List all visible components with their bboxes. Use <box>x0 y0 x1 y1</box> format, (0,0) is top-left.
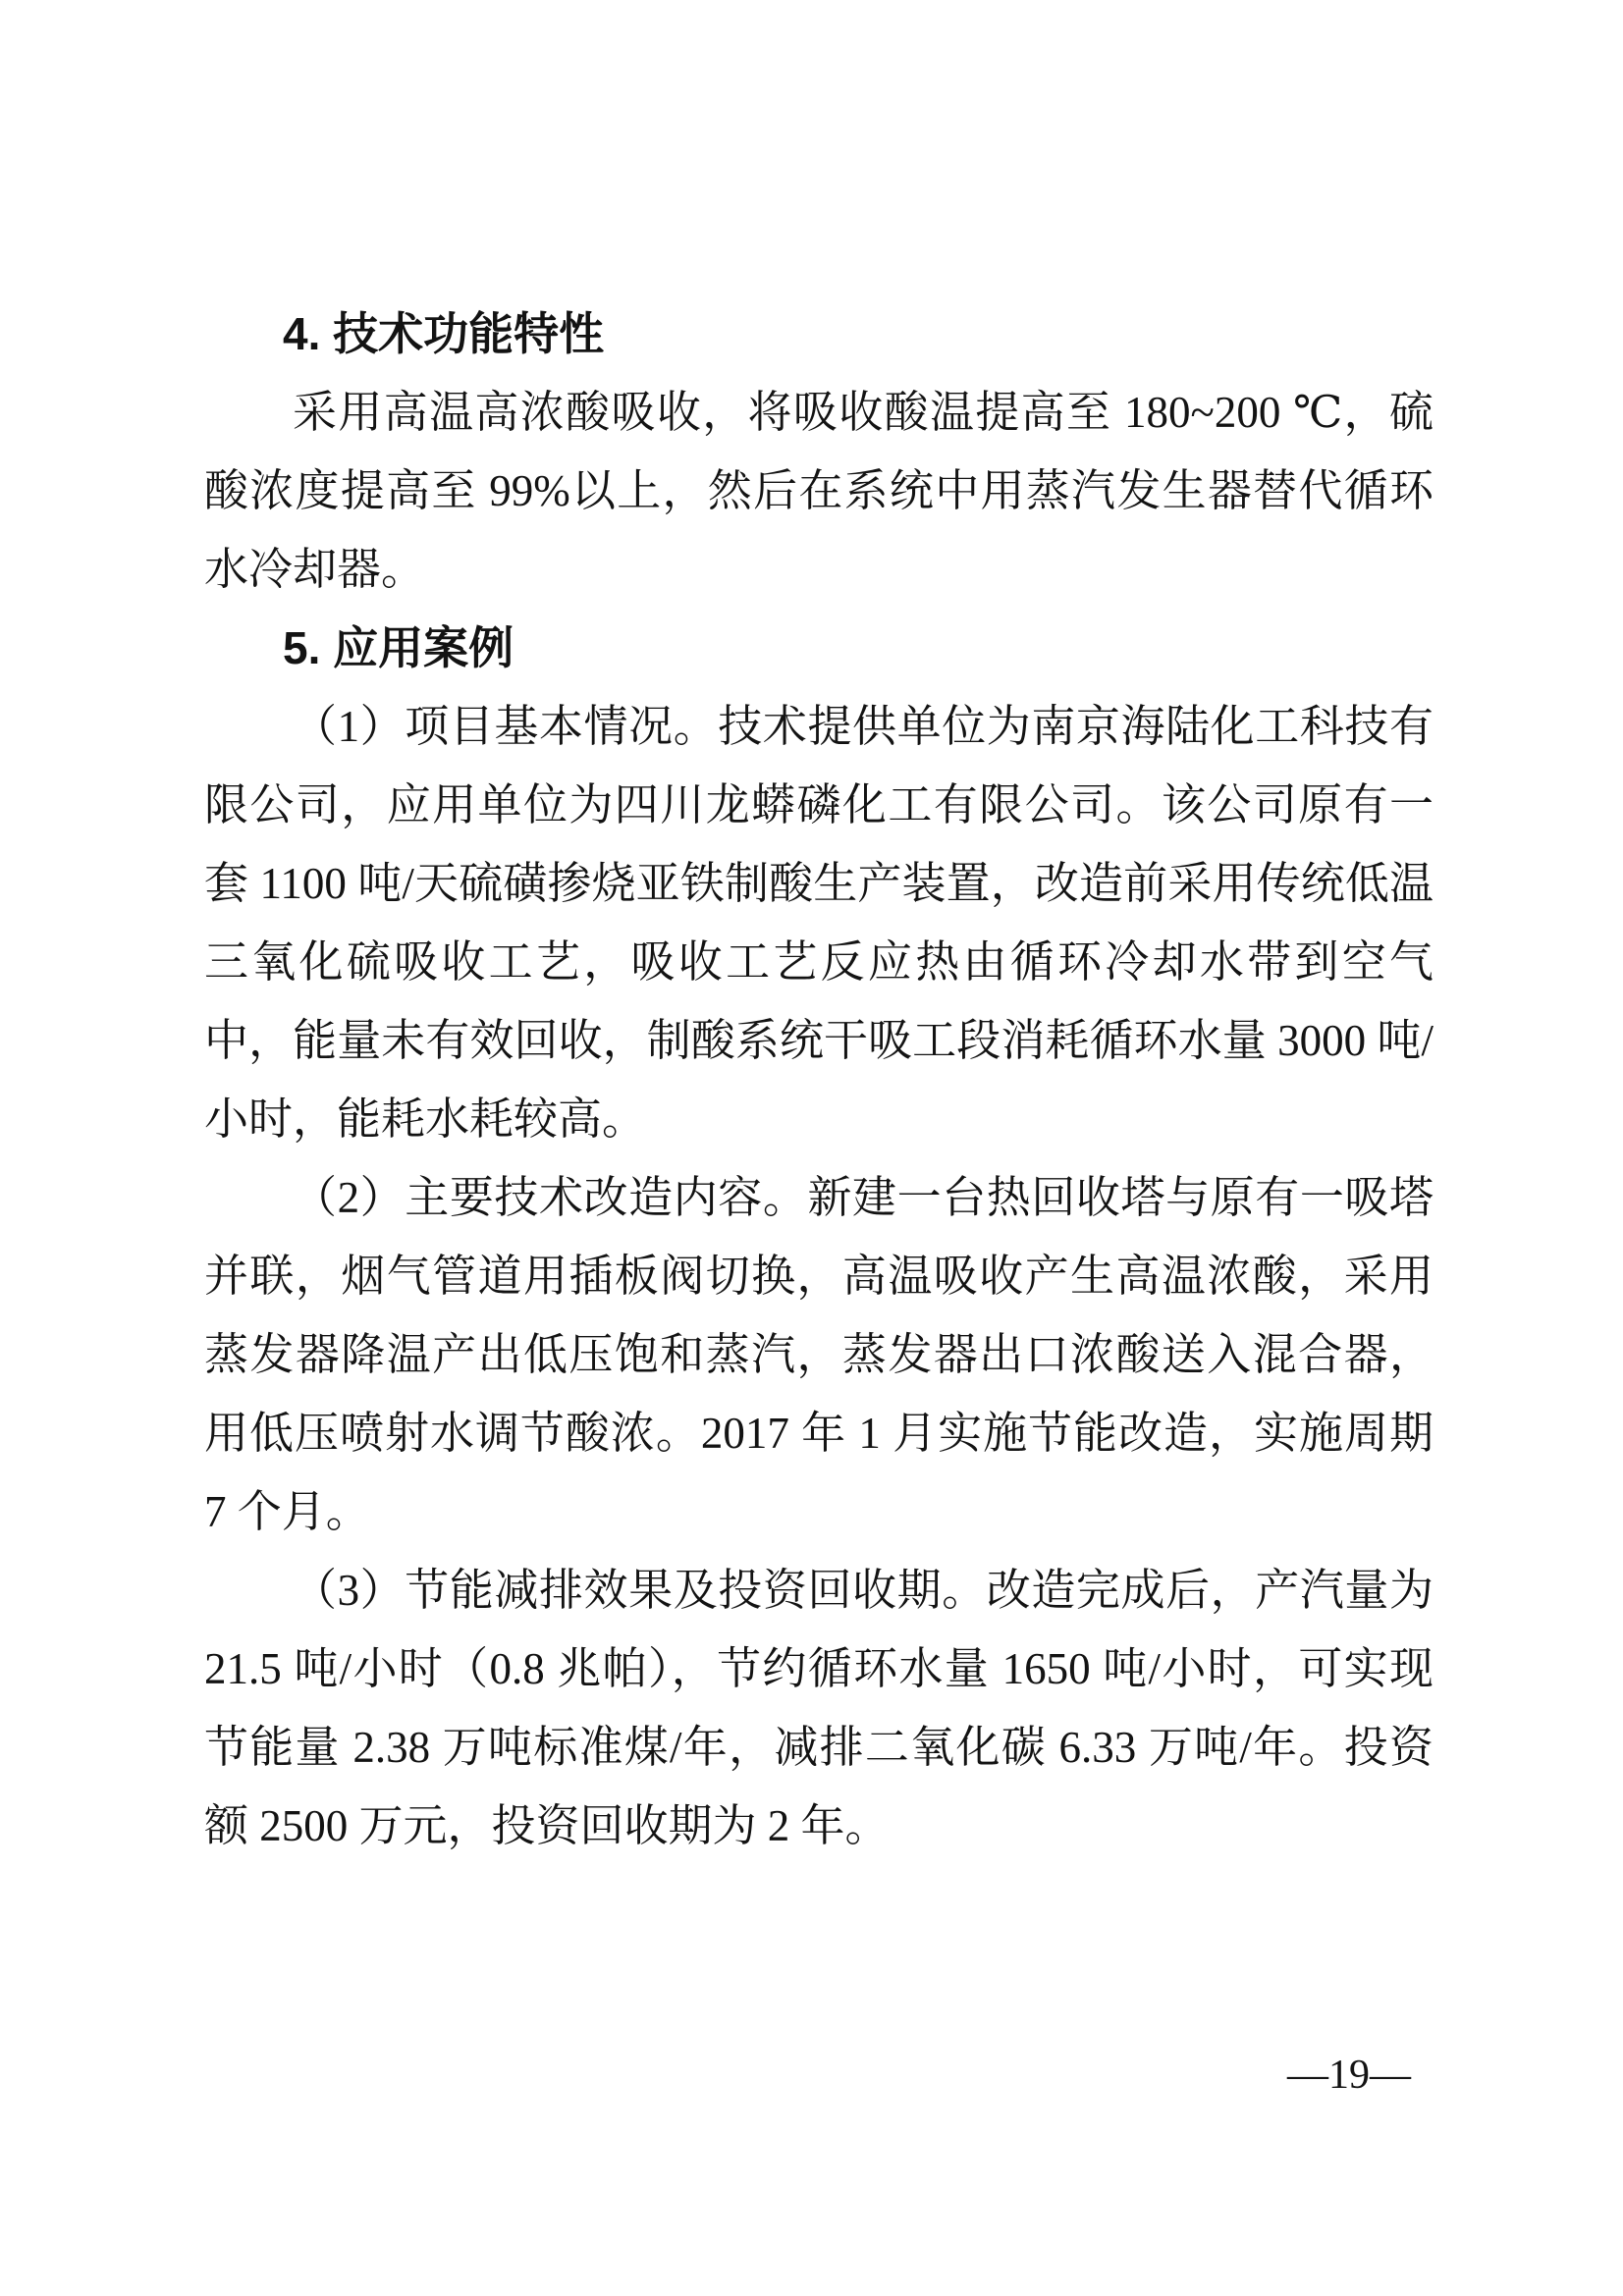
paragraph-case-savings-payback: （3）节能减排效果及投资回收期。改造完成后，产汽量为 21.5 吨/小时（0.8 兆帕），节约循环水量 1650 吨/小时，可实现节能量 2.38 万吨标准煤/年，减排二氧化碳 6.33 万吨/年。投资额 2500 万元，投资回收期为 2 年。 <box>204 1566 1434 1850</box>
paragraph-case-basic-info: （1）项目基本情况。技术提供单位为南京海陆化工科技有限公司，应用单位为四川龙蟒磷化工有限公司。该公司原有一套 1100 吨/天硫磺掺烧亚铁制酸生产装置，改造前采用传统低温三氧化硫吸收工艺，吸收工艺反应热由循环冷却水带到空气中，能量未有效回收，制酸系统干吸工段消耗循环水量 3000 吨/小时，能耗水耗较高。 <box>204 702 1434 1144</box>
document-body <box>204 294 1434 1865</box>
paragraph-case-retrofit-content: （2）主要技术改造内容。新建一台热回收塔与原有一吸塔并联，烟气管道用插板阀切换，高温吸收产生高温浓酸，采用蒸发器降温产出低压饱和蒸汽，蒸发器出口浓酸送入混合器，用低压喷射水调节酸浓。2017 年 1 月实施节能改造，实施周期 7 个月。 <box>204 1173 1434 1536</box>
section-heading-technical-features: 4. 技术功能特性 <box>283 308 605 359</box>
paragraph-technical-features: 采用高温高浓酸吸收，将吸收酸温提高至 180~200 ℃，硫酸浓度提高至 99%以上，然后在系统中用蒸汽发生器替代循环水冷却器。 <box>204 388 1434 594</box>
page-number: —19— <box>1287 2053 1411 2098</box>
section-heading-application-case: 5. 应用案例 <box>283 622 514 673</box>
